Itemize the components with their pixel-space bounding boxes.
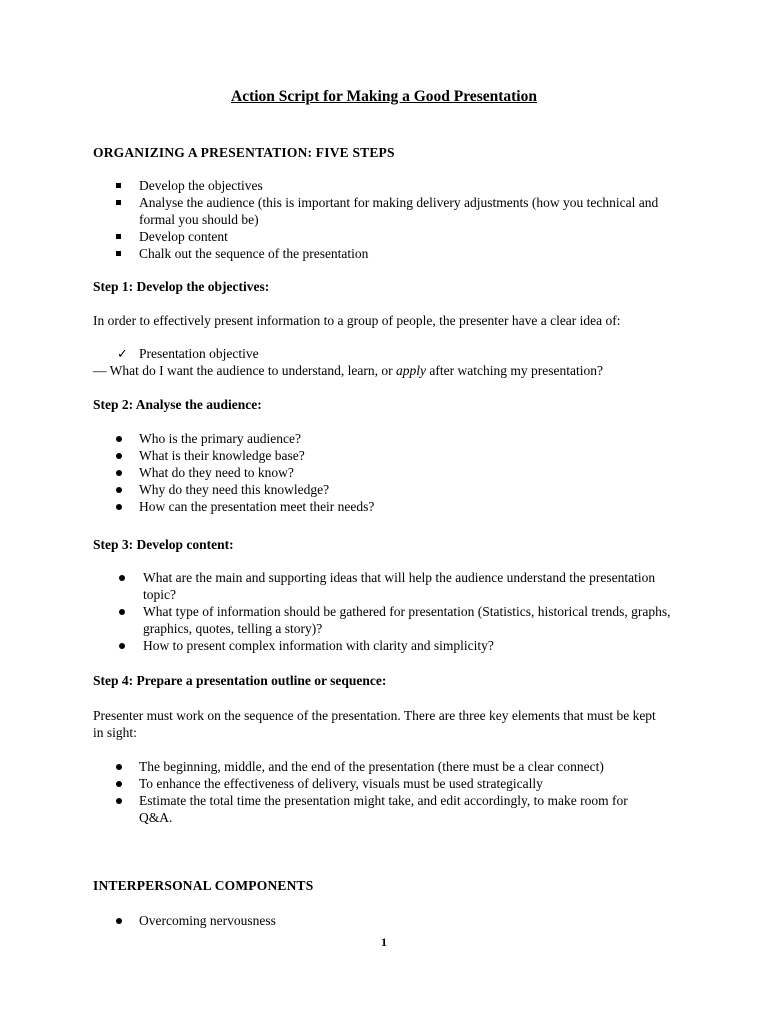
list-item: How can the presentation meet their needs?: [93, 498, 683, 515]
round-bullet-icon: [116, 470, 122, 476]
interpersonal-list: [93, 912, 683, 929]
list-item: To enhance the effectiveness of delivery, visuals must be used strategically: [93, 775, 653, 792]
list-item: Analyse the audience (this is important for making delivery adjustments (how you technical and formal you should be): [93, 194, 683, 228]
sequence-elements-list: [93, 758, 653, 826]
square-bullet-icon: [116, 183, 121, 188]
content-questions-list: [93, 569, 683, 654]
document-title: Action Script for Making a Good Presentation: [231, 88, 537, 105]
round-bullet-icon: [119, 643, 125, 649]
audience-questions-list: [93, 430, 683, 515]
step2-heading: Step 2: Analyse the audience:: [93, 397, 262, 412]
list-item: The beginning, middle, and the end of the presentation (there must be a clear connect): [93, 758, 653, 775]
list-item: Develop content: [93, 228, 683, 245]
round-bullet-icon: [116, 764, 122, 770]
round-bullet-icon: [116, 798, 122, 804]
round-bullet-icon: [119, 609, 125, 615]
round-bullet-icon: [116, 918, 122, 924]
organizing-steps-list: [93, 177, 683, 262]
square-bullet-icon: [116, 234, 121, 239]
list-item: Develop the objectives: [93, 177, 683, 194]
step1-heading: Step 1: Develop the objectives:: [93, 279, 270, 294]
list-item: Estimate the total time the presentation might take, and edit accordingly, to make room for Q&A.: [93, 792, 653, 826]
list-item: Overcoming nervousness: [93, 912, 683, 929]
list-item: Chalk out the sequence of the presentation: [93, 245, 683, 262]
round-bullet-icon: [116, 436, 122, 442]
list-item: What is their knowledge base?: [93, 447, 683, 464]
list-item: How to present complex information with clarity and simplicity?: [93, 637, 683, 654]
step1-question: — What do I want the audience to understand, learn, or apply after watching my presentation?: [93, 363, 603, 378]
list-item: What type of information should be gathered for presentation (Statistics, historical trends, graphs, graphics, quotes, telling a story)?: [93, 603, 683, 637]
round-bullet-icon: [116, 504, 122, 510]
document-page: [93, 0, 693, 1024]
square-bullet-icon: [116, 200, 121, 205]
list-item: What do they need to know?: [93, 464, 683, 481]
section-heading-organizing: ORGANIZING A PRESENTATION: FIVE STEPS: [93, 145, 395, 160]
step1-check-item: ✓ Presentation objective: [117, 346, 259, 361]
round-bullet-icon: [116, 487, 122, 493]
list-item: Who is the primary audience?: [93, 430, 683, 447]
square-bullet-icon: [116, 251, 121, 256]
step1-intro: In order to effectively present information to a group of people, the presenter have a clear idea of:: [93, 313, 621, 328]
round-bullet-icon: [116, 453, 122, 459]
page-number: 1: [381, 935, 387, 949]
section-heading-interpersonal: INTERPERSONAL COMPONENTS: [93, 878, 314, 893]
step4-intro: Presenter must work on the sequence of the presentation. There are three key elements that must be kept in sight:: [93, 708, 656, 740]
round-bullet-icon: [116, 781, 122, 787]
list-item: Why do they need this knowledge?: [93, 481, 683, 498]
step3-heading: Step 3: Develop content:: [93, 537, 234, 552]
checkmark-icon: ✓: [117, 346, 128, 361]
list-item: What are the main and supporting ideas that will help the audience understand the presentation topic?: [93, 569, 683, 603]
step4-heading: Step 4: Prepare a presentation outline or sequence:: [93, 673, 387, 688]
round-bullet-icon: [119, 575, 125, 581]
